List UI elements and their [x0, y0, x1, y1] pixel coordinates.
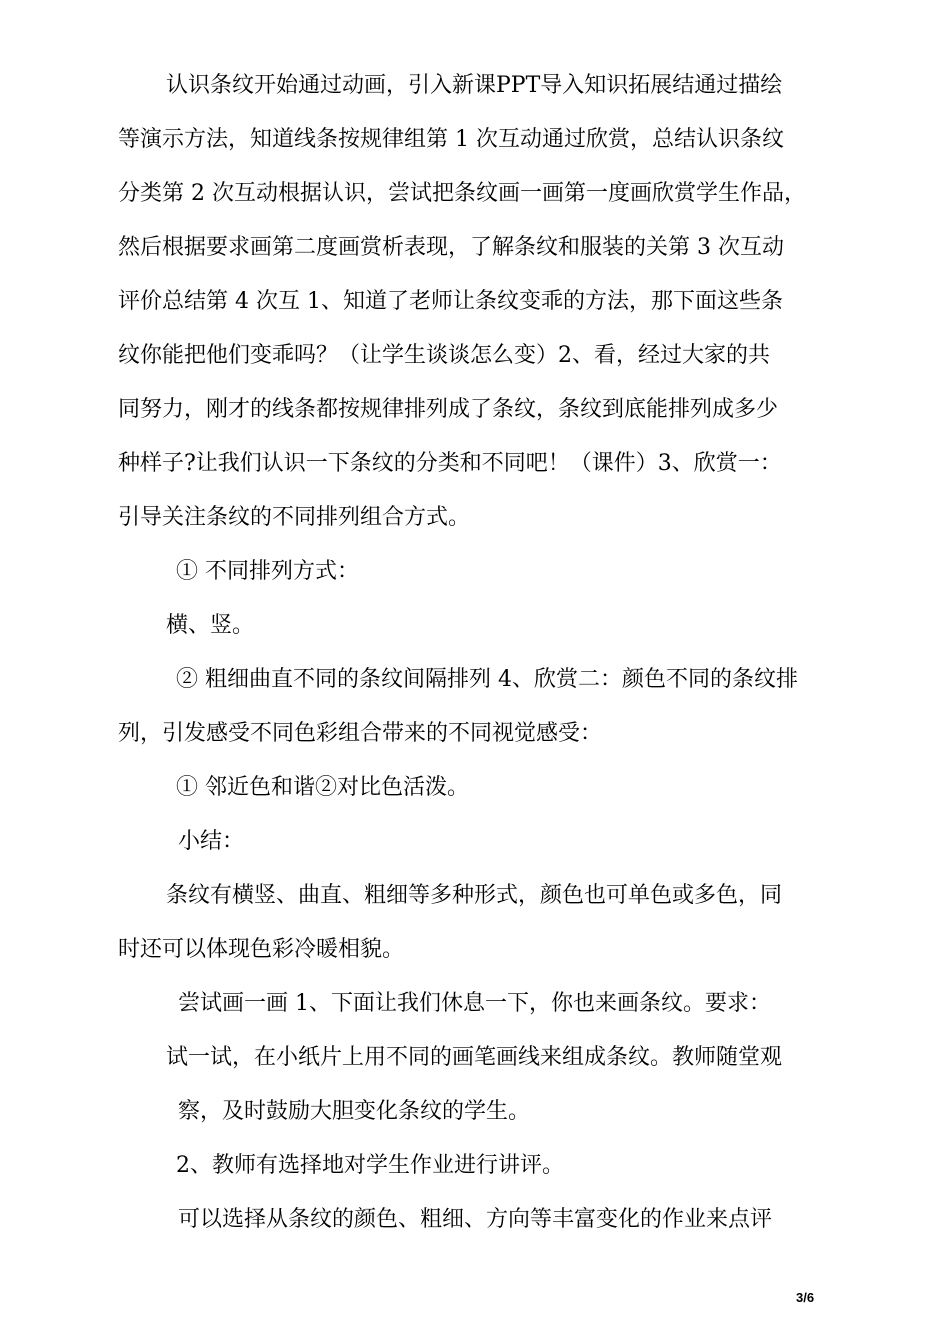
text-line-22: 可以选择从条纹的颜色、粗细、方向等丰富变化的作业来点评: [178, 1207, 773, 1232]
text-line-18: 尝试画一画 1、下面让我们休息一下，你也来画条纹。要求：: [178, 991, 771, 1016]
text-line-3: 分类第 2 次互动根据认识，尝试把条纹画一画第一度画欣赏学生作品，: [118, 181, 806, 206]
text-line-10: ① 不同排列方式：: [176, 559, 359, 584]
text-line-17: 时还可以体现色彩冷暖相貌。: [118, 937, 405, 962]
text-line-7: 同努力，刚才的线条都按规律排列成了条纹，条纹到底能排列成多少: [118, 397, 779, 422]
text-line-13: 列，引发感受不同色彩组合带来的不同视觉感受：: [118, 721, 603, 746]
text-line-20: 察，及时鼓励大胆变化条纹的学生。: [178, 1099, 531, 1124]
page-number: 3/6: [796, 1290, 815, 1305]
text-line-21: 2、教师有选择地对学生作业进行讲评。: [176, 1153, 564, 1178]
text-line-16: 条纹有横竖、曲直、粗细等多种形式，颜色也可单色或多色，同: [166, 883, 783, 908]
text-line-9: 引导关注条纹的不同排列组合方式。: [118, 505, 471, 530]
text-line-19: 试一试，在小纸片上用不同的画笔画线来组成条纹。教师随堂观: [166, 1045, 783, 1070]
text-line-15: 小结：: [178, 829, 245, 854]
text-line-1: 认识条纹开始通过动画，引入新课PPT导入知识拓展结通过描绘: [166, 73, 783, 98]
text-line-14: ① 邻近色和谐②对比色活泼。: [176, 775, 469, 800]
text-line-4: 然后根据要求画第二度画赏析表现，了解条纹和服装的关第 3 次互动: [118, 235, 784, 260]
text-line-2: 等演示方法，知道线条按规律组第 1 次互动通过欣赏，总结认识条纹: [118, 127, 784, 152]
text-line-6: 纹你能把他们变乖吗？（让学生谈谈怎么变）2、看，经过大家的共: [118, 343, 770, 368]
text-line-8: 种样子?让我们认识一下条纹的分类和不同吧！（课件）3、欣赏一：: [118, 451, 782, 476]
text-line-12: ② 粗细曲直不同的条纹间隔排列 4、欣赏二：颜色不同的条纹排: [176, 667, 798, 692]
text-line-11: 横、竖。: [166, 613, 255, 638]
text-line-5: 评价总结第 4 次互 1、知道了老师让条纹变乖的方法，那下面这些条: [118, 289, 783, 314]
